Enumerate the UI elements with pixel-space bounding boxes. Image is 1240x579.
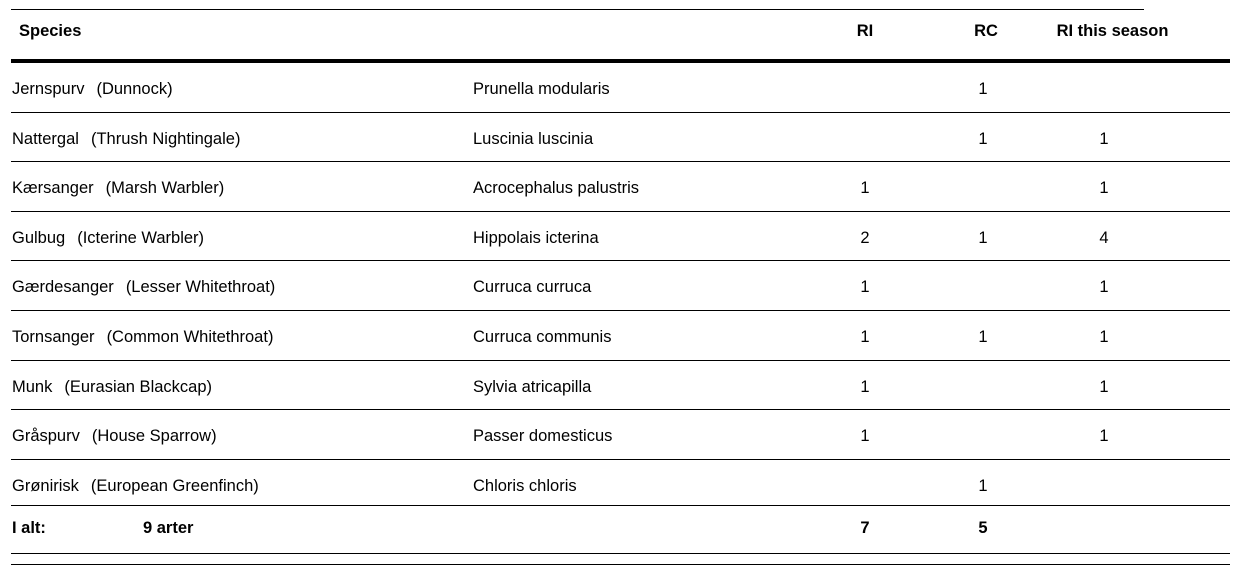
rc-value: 1 <box>978 228 988 247</box>
total-species-count: 9 arter <box>143 519 194 537</box>
ri-season-value: 4 <box>1099 228 1109 247</box>
species-name <box>12 327 273 347</box>
ri-season-value: 1 <box>1099 278 1109 297</box>
latin-name: Chloris chloris <box>473 476 577 495</box>
danish-name: Gråspurv <box>12 427 80 446</box>
species-name <box>12 228 204 248</box>
danish-name: Tornsanger <box>12 327 95 346</box>
ri-season-value: 1 <box>1099 377 1109 396</box>
ri-value: 2 <box>860 228 870 247</box>
english-name: (Icterine Warbler) <box>77 228 205 247</box>
english-name: (Common Whitethroat) <box>106 327 274 346</box>
total-label: I alt: <box>12 519 46 537</box>
ri-season-value: 1 <box>1099 427 1109 446</box>
danish-name: Munk <box>12 377 53 396</box>
english-name: (Dunnock) <box>96 80 173 98</box>
table-row <box>11 113 1230 163</box>
header-ri-season: RI this season <box>1056 22 1169 40</box>
total-rule-upper <box>11 553 1230 554</box>
latin-name: Prunella modularis <box>473 80 610 98</box>
species-name <box>12 476 259 496</box>
danish-name: Gulbug <box>12 228 66 247</box>
table-row <box>11 460 1230 509</box>
species-name <box>12 79 173 99</box>
ri-season-value: 1 <box>1099 327 1109 346</box>
header-ri: RI <box>856 22 874 40</box>
ri-value: 1 <box>860 278 870 297</box>
latin-name: Curruca curruca <box>473 278 592 297</box>
english-name: (Lesser Whitethroat) <box>125 278 276 297</box>
rc-value: 1 <box>978 327 988 346</box>
species-name <box>12 377 212 397</box>
ri-value: 1 <box>860 427 870 446</box>
english-name: (European Greenfinch) <box>90 476 259 495</box>
table-row <box>11 410 1230 460</box>
header-rc: RC <box>974 22 998 40</box>
table-body <box>0 63 1240 508</box>
species-name <box>12 426 217 446</box>
latin-name: Sylvia atricapilla <box>473 377 592 396</box>
english-name: (House Sparrow) <box>91 427 217 446</box>
latin-name: Hippolais icterina <box>473 228 599 247</box>
danish-name: Jernspurv <box>12 80 85 98</box>
ri-value: 1 <box>860 179 870 198</box>
rc-value: 1 <box>978 80 988 98</box>
latin-name: Curruca communis <box>473 327 612 346</box>
latin-name: Passer domesticus <box>473 427 613 446</box>
species-name <box>12 178 224 198</box>
table-row <box>11 162 1230 212</box>
table-header <box>0 10 1240 59</box>
rc-value: 1 <box>978 476 988 495</box>
header-species: Species <box>19 22 82 40</box>
table-row <box>11 261 1230 311</box>
latin-name: Acrocephalus palustris <box>473 179 639 198</box>
total-rc: 5 <box>978 519 988 537</box>
latin-name: Luscinia luscinia <box>473 129 594 148</box>
danish-name: Nattergal <box>12 129 79 148</box>
english-name: (Marsh Warbler) <box>105 179 225 198</box>
danish-name: Gærdesanger <box>12 278 114 297</box>
ri-season-value: 1 <box>1099 179 1109 198</box>
ri-value: 1 <box>860 377 870 396</box>
total-row <box>11 505 1230 554</box>
english-name: (Eurasian Blackcap) <box>64 377 213 396</box>
table-row <box>11 361 1230 411</box>
danish-name: Grønirisk <box>12 476 79 495</box>
total-rule-lower <box>11 564 1230 565</box>
ri-season-value: 1 <box>1099 129 1109 148</box>
rc-value: 1 <box>978 129 988 148</box>
table-row <box>11 311 1230 361</box>
table-row <box>11 63 1230 113</box>
species-name <box>12 129 240 149</box>
species-name <box>12 277 275 297</box>
table-row <box>11 212 1230 262</box>
danish-name: Kærsanger <box>12 179 94 198</box>
english-name: (Thrush Nightingale) <box>90 129 241 148</box>
total-ri: 7 <box>860 519 870 537</box>
ri-value: 1 <box>860 327 870 346</box>
